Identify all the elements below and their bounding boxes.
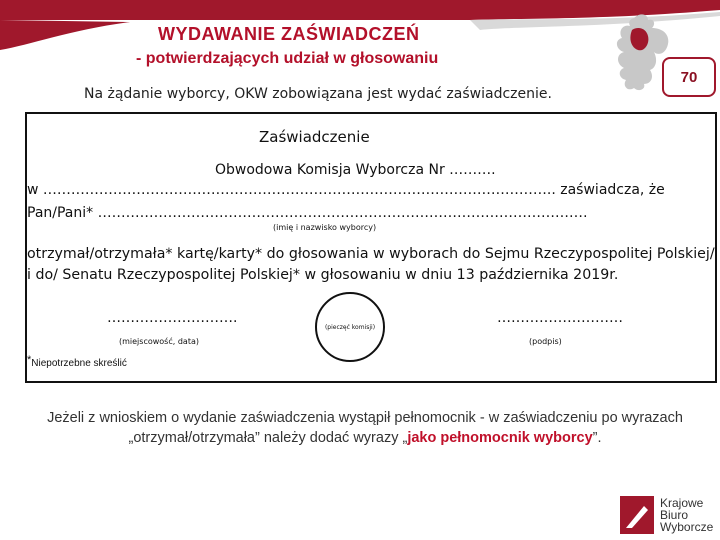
slide-number-badge: 70 <box>662 57 716 97</box>
signature-hint: (podpis) <box>529 337 562 346</box>
place-date-hint: (miejscowość, data) <box>119 337 199 346</box>
logo-line-1: Krajowe <box>660 496 704 510</box>
page-subtitle: - potwierdzających udział w głosowaniu <box>136 50 439 67</box>
commission-line: Obwodowa Komisja Wyborcza Nr ………. <box>215 162 496 178</box>
proxy-note <box>40 408 690 448</box>
location-line: w ……………………………………………………………………………………………….. zaświadcza, że <box>27 182 665 198</box>
voter-name-line: Pan/Pani* …………………………………………………………………………………………… <box>27 205 588 221</box>
footnote-mark: * <box>27 354 32 366</box>
footnote-text: Niepotrzebne skreślić <box>31 358 127 369</box>
seal-label: (pieczęć komisji) <box>324 323 376 331</box>
logo-line-3: Wyborcze <box>660 520 714 534</box>
signature-dots: ……………………… <box>497 310 623 326</box>
commission-seal <box>315 292 385 362</box>
certificate-body: otrzymał/otrzymała* kartę/karty* do głosowania w wyborach do Sejmu Rzeczypospolitej Polskiej/ i do/ Senatu Rzeczypospolitej Polskiej* w głosowaniu w dniu 13 października 2019r. <box>27 246 715 283</box>
proxy-note-end: ”. <box>592 430 602 446</box>
intro-text: Na żądanie wyborcy, OKW zobowiązana jest wydać zaświadczenie. <box>84 86 552 102</box>
page-title: WYDAWANIE ZAŚWIADCZEŃ <box>158 24 420 44</box>
proxy-note-text: Jeżeli z wnioskiem o wydanie zaświadczenia wystąpił pełnomocnik - w zaświadczeniu po wyrazach „otrzymał/otrzymała” należy dodać wyrazy „ <box>47 410 683 446</box>
place-date-dots: ………………………. <box>107 310 238 326</box>
voter-name-hint: (imię i nazwisko wyborcy) <box>273 223 377 232</box>
kbw-logo-text <box>660 497 713 533</box>
certificate-form <box>25 112 717 383</box>
logo-line-2: Biuro <box>660 508 689 522</box>
proxy-note-highlight: jako pełnomocnik wyborcy <box>407 430 593 446</box>
footnote <box>27 354 127 369</box>
certificate-title: Zaświadczenie <box>259 128 370 146</box>
